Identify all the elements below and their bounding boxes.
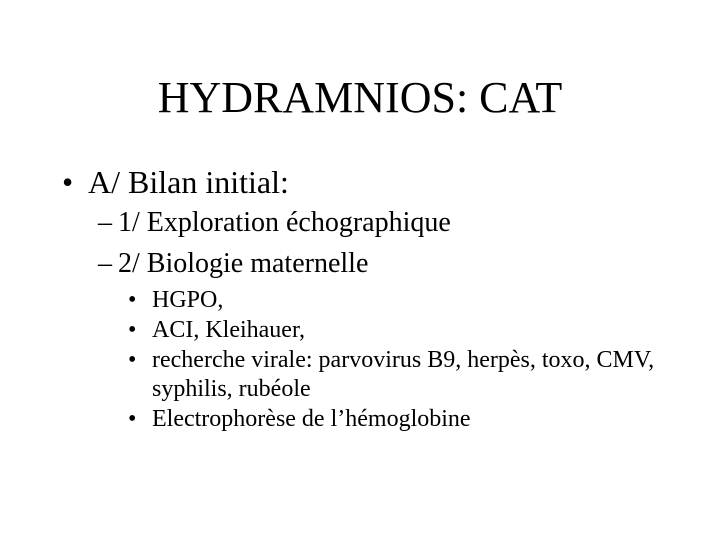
bullet-icon: •: [62, 164, 74, 200]
dash-icon: –: [98, 248, 112, 279]
slide-title: HYDRAMNIOS: CAT: [157, 73, 563, 122]
list-item: [128, 346, 688, 404]
subsection-label: 1/ Exploration échographique: [118, 207, 451, 238]
list-item: [128, 316, 688, 345]
bullet-icon: •: [128, 347, 137, 373]
list-item-text: HGPO,: [152, 287, 224, 313]
bullet-icon: •: [128, 406, 137, 432]
bullet-icon: •: [128, 317, 137, 343]
list-item: [128, 286, 688, 315]
biology-items-list: [128, 286, 688, 435]
bullet-icon: •: [128, 287, 137, 313]
dash-icon: –: [98, 207, 112, 238]
list-item-text: Electrophorèse de l’hémoglobine: [152, 406, 471, 432]
subsection-label: 2/ Biologie maternelle: [118, 248, 369, 279]
section-label: A/ Bilan initial:: [88, 164, 289, 200]
list-item: [128, 405, 688, 434]
list-item-text: ACI, Kleihauer,: [152, 317, 305, 343]
list-item-text: recherche virale: parvovirus B9, herpès, toxo, CMV, syphilis, rubéole: [152, 347, 655, 402]
